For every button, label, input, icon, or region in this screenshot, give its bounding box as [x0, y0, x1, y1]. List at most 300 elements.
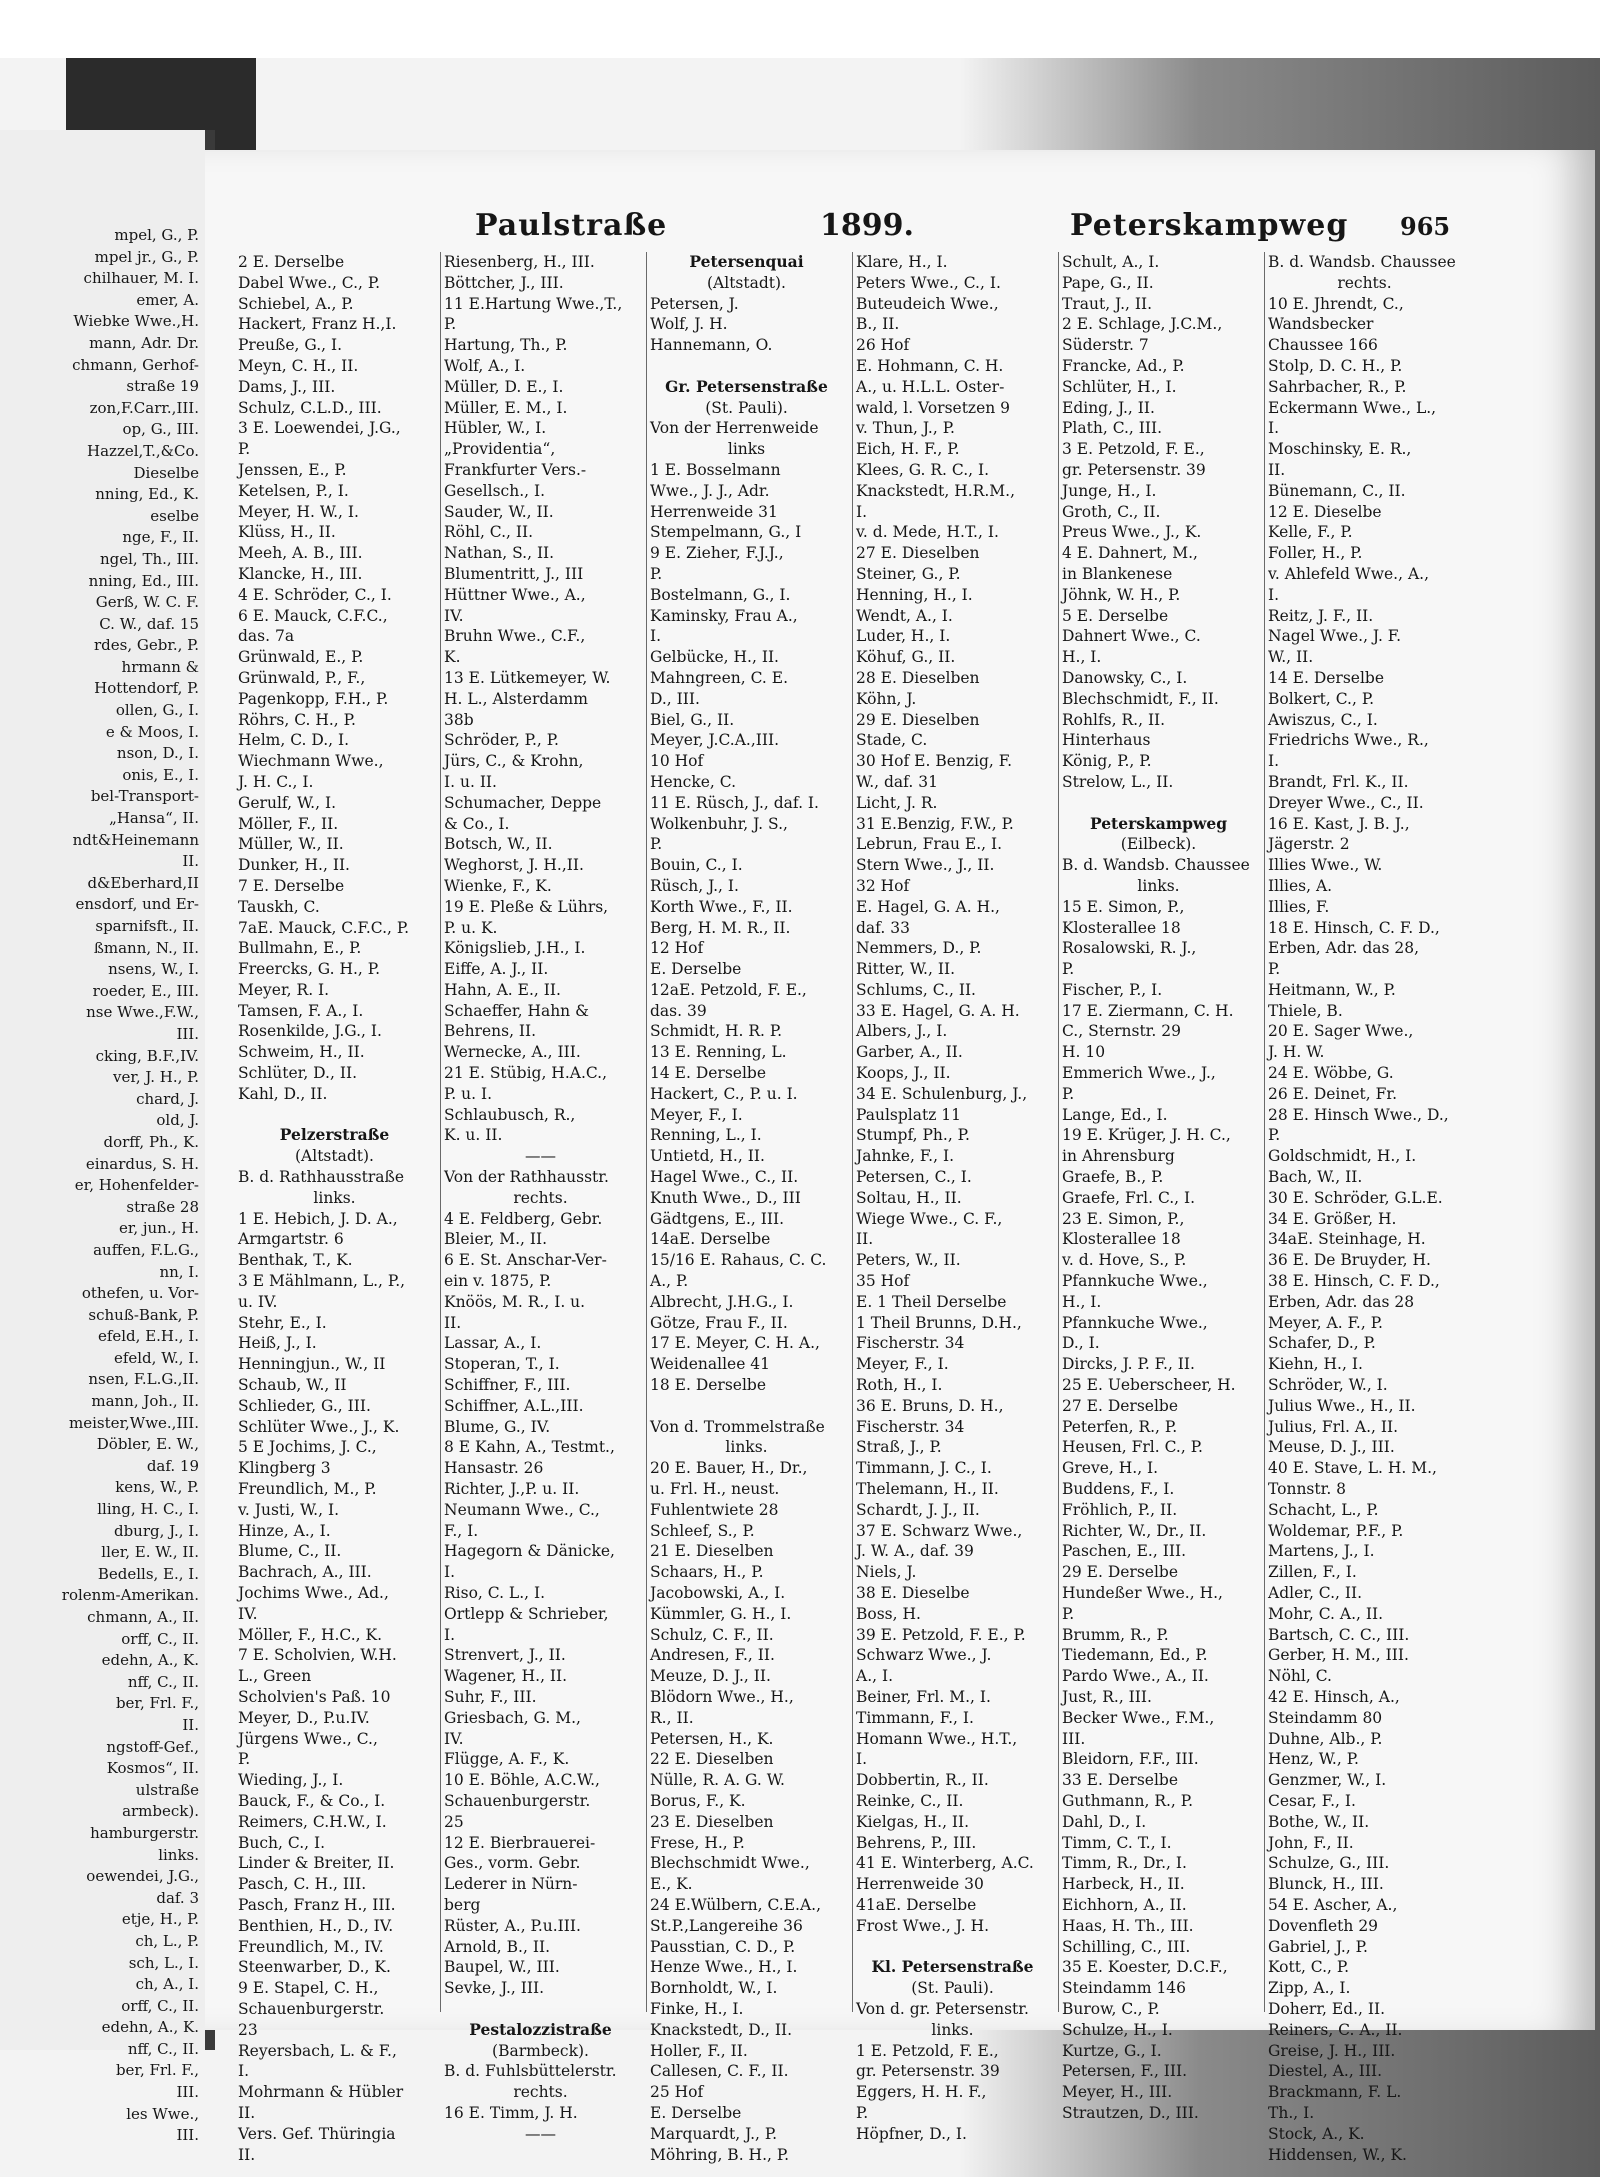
directory-entry-line: Peterfen, R., P. — [1062, 1417, 1178, 1436]
left-page-line: ch, A., I. — [135, 1975, 199, 1994]
left-page-line: d&Eberhard,II — [87, 873, 199, 892]
directory-entry-line: P. — [650, 835, 663, 854]
directory-entry-line: Steiner, G., P. — [856, 564, 961, 583]
directory-entry-line: Genzmer, W., I. — [1268, 1771, 1387, 1790]
directory-entry-line: 1 E. Hebich, J. D. A., — [238, 1209, 398, 1228]
directory-entry-line: Doherr, Ed., II. — [1268, 1999, 1386, 2018]
directory-entry-line: Kielgas, H., II. — [856, 1812, 970, 1831]
directory-entry-line: Riso, C. L., I. — [444, 1584, 546, 1602]
directory-entry-line: 14 E. Derselbe — [650, 1064, 767, 1083]
directory-entry-line: Bornholdt, W., I. — [650, 1979, 778, 1998]
left-page-line: eselbe — [150, 506, 199, 525]
directory-entry-line: Knackstedt, D., II. — [650, 2020, 793, 2039]
directory-entry-line: Schiffner, A.L.,III. — [444, 1396, 584, 1415]
column-divider — [852, 252, 853, 2012]
directory-entry-line: Illies, F. — [1268, 897, 1330, 916]
directory-entry-line: I. — [650, 627, 662, 646]
directory-entry-line: J. H. W. — [1268, 1043, 1325, 1062]
directory-entry-line: Frese, H., P. — [650, 1833, 745, 1852]
directory-entry-line: Schafer, D., P. — [1268, 1334, 1376, 1353]
directory-entry-line: (St. Pauli). — [705, 398, 788, 417]
directory-entry-line: Eckermann Wwe., L., — [1268, 398, 1437, 417]
directory-entry-line: Blume, C., II. — [238, 1542, 342, 1561]
directory-entry-line: Botsch, W., II. — [444, 835, 553, 854]
directory-entry-line: Eichhorn, A., II. — [1062, 1895, 1187, 1914]
directory-entry-line: IV. — [444, 606, 464, 625]
directory-entry-line: Hansastr. 26 — [444, 1459, 544, 1478]
directory-entry-line: Stumpf, Ph., P. — [856, 1126, 970, 1145]
left-page-line: nsens, W., I. — [108, 960, 199, 979]
directory-entry-line: Jacobowski, A., I. — [650, 1584, 786, 1602]
directory-entry-line: Gädtgens, E., III. — [650, 1209, 785, 1228]
directory-entry-line: 25 Hof — [650, 2083, 704, 2102]
directory-entry-line: Bouin, C., I. — [650, 856, 743, 875]
left-page-line: efeld, W., I. — [113, 1348, 199, 1367]
directory-entry-line: Jahnke, F., I. — [856, 1147, 955, 1166]
directory-entry-line: Kaminsky, Frau A., — [650, 606, 798, 625]
directory-entry-line: Henze Wwe., H., I. — [650, 1958, 798, 1977]
directory-entry-line: Benthak, T., K. — [238, 1251, 353, 1270]
directory-entry-line: Timmann, J. C., I. — [856, 1459, 992, 1478]
directory-entry-line: Meyer, F., I. — [650, 1105, 743, 1124]
directory-entry-line: 22 E. Dieselben — [650, 1750, 774, 1769]
directory-entry-line: links. — [313, 1188, 356, 1207]
directory-entry-line: Thelemann, H., II. — [856, 1480, 999, 1499]
directory-entry-line: Jenssen, E., P. — [238, 460, 347, 479]
directory-entry-line: Dabel Wwe., C., P. — [238, 273, 381, 292]
left-page-line: othefen, u. Vor- — [81, 1284, 199, 1303]
directory-entry-line: Niels, J. — [856, 1563, 917, 1582]
directory-entry-line: F., I. — [444, 1521, 479, 1540]
directory-entry-line: Marquardt, J., P. — [650, 2124, 778, 2143]
directory-entry-line: Von der Rathhausstr. — [444, 1168, 609, 1187]
directory-entry-line: 2 E. Derselbe — [238, 253, 345, 271]
column-divider — [646, 252, 647, 2012]
directory-entry-line: Königslieb, J.H., I. — [444, 939, 586, 958]
left-page-line: chard, J. — [136, 1089, 199, 1108]
directory-entry-line: Schiebel, A., P. — [238, 294, 354, 313]
directory-entry-line: 32 Hof — [856, 876, 910, 895]
directory-entry-line: Buch, C., I. — [238, 1833, 326, 1852]
directory-entry-line: Petersen, H., K. — [650, 1729, 774, 1748]
directory-entry-line: Jägerstr. 2 — [1268, 835, 1350, 854]
directory-entry-line: Heusen, Frl. C., P. — [1062, 1438, 1203, 1457]
directory-entry-line: Pasch, Franz H., III. — [238, 1895, 396, 1914]
directory-entry-line: 6 E. Mauck, C.F.C., — [238, 606, 388, 625]
directory-entry-line: Dircks, J. P. F., II. — [1062, 1355, 1195, 1374]
directory-entry-line: Kelle, F., P. — [1268, 523, 1353, 542]
directory-entry-line: Benthien, H., D., IV. — [238, 1916, 394, 1935]
left-page-line: ulstraße — [135, 1780, 199, 1799]
directory-entry-line: 21 E. Stübig, H.A.C., — [444, 1064, 608, 1083]
directory-entry-line: E. Derselbe — [650, 960, 742, 979]
directory-entry-line: Kiehn, H., I. — [1268, 1355, 1363, 1374]
directory-entry-line: 25 E. Ueberscheer, H. — [1062, 1376, 1236, 1395]
directory-entry-line: Meyn, C. H., II. — [238, 356, 359, 375]
directory-entry-line: Borus, F., K. — [650, 1791, 746, 1810]
left-page-line: chmann, A., II. — [87, 1608, 199, 1626]
directory-entry-line: Schmidt, H. R. P. — [650, 1022, 783, 1041]
directory-entry-line: gr. Petersenstr. 39 — [856, 2062, 1000, 2081]
directory-entry-line: Garber, A., II. — [856, 1043, 963, 1062]
directory-entry-line: Groth, C., II. — [1062, 502, 1161, 521]
directory-entry-line: John, F., II. — [1268, 1833, 1354, 1852]
directory-entry-line: Gesellsch., I. — [444, 481, 546, 500]
directory-entry-line: Foller, H., P. — [1268, 544, 1363, 563]
directory-entry-line: Kott, C., P. — [1268, 1958, 1350, 1977]
directory-entry-line: Ges., vorm. Gebr. — [444, 1854, 581, 1873]
left-page-line: nsen, F.L.G.,II. — [88, 1370, 199, 1389]
directory-entry-line: Emmerich Wwe., J., — [1062, 1064, 1216, 1083]
directory-entry-line: Kümmler, G. H., I. — [650, 1604, 792, 1623]
directory-entry-line: Kurtze, G., I. — [1062, 2041, 1162, 2060]
left-page-line: etje, H., P. — [121, 1910, 199, 1929]
directory-entry-line: II. — [856, 1230, 874, 1249]
directory-entry-line: 12aE. Petzold, F. E., — [650, 980, 807, 999]
directory-entry-line: 17 E. Ziermann, C. H. — [1062, 1001, 1234, 1020]
directory-entry-line: Hagegorn & Dänicke, — [444, 1542, 615, 1561]
directory-entry-line: Möller, F., II. — [238, 814, 339, 833]
directory-entry-line: Th., I. — [1268, 2103, 1315, 2122]
directory-entry-line: Röhrs, C. H., P. — [238, 710, 356, 729]
directory-entry-line: 3 E. Loewendei, J.G., — [238, 419, 401, 438]
directory-entry-line: Stade, C. — [856, 731, 928, 750]
directory-entry-line: Homann Wwe., H.T., — [856, 1729, 1018, 1748]
directory-entry-line: Fuhlentwiete 28 — [650, 1500, 779, 1519]
directory-entry-line: Rosenkilde, J.G., I. — [238, 1022, 382, 1041]
directory-entry-line: Albrecht, J.H.G., I. — [650, 1292, 794, 1311]
directory-entry-line: Gerulf, W., I. — [238, 793, 336, 812]
directory-entry-line: 26 Hof — [856, 336, 910, 355]
left-page-line: daf. 19 — [146, 1456, 199, 1475]
directory-entry-line: Wolf, J. H. — [650, 315, 728, 334]
left-page-line: ndt&Heinemann — [72, 830, 199, 849]
directory-entry-line: 36 E. Bruns, D. H., — [856, 1396, 1004, 1415]
directory-entry-line: rechts. — [1337, 273, 1392, 292]
directory-entry-line: Erben, Adr. das 28 — [1268, 1292, 1415, 1311]
directory-entry-line: 14aE. Derselbe — [650, 1230, 771, 1249]
directory-entry-line: Callesen, C. F., II. — [650, 2062, 789, 2081]
directory-entry-line: Haas, H. Th., III. — [1062, 1916, 1194, 1935]
directory-entry-line: Timmann, F., I. — [856, 1708, 974, 1727]
directory-entry-line: Klosterallee 18 — [1062, 918, 1181, 937]
directory-entry-line: Bothe, W., II. — [1268, 1812, 1370, 1831]
left-page-line: e & Moos, I. — [105, 722, 199, 741]
directory-entry-line: Möller, F., H.C., K. — [238, 1625, 383, 1644]
left-page-line: nn, I. — [159, 1262, 199, 1281]
left-page-line: edehn, A., K. — [101, 1651, 199, 1670]
directory-entry-line: Danowsky, C., I. — [1062, 668, 1188, 687]
directory-entry-line: Fischerstr. 34 — [856, 1417, 965, 1436]
directory-entry-line: 10 E. Böhle, A.C.W., — [444, 1771, 600, 1790]
directory-entry-line: Schlums, C., II. — [856, 980, 976, 999]
directory-entry-line: 9 E. Stapel, C. H., — [238, 1979, 379, 1998]
directory-entry-line: Hartung, Th., P. — [444, 336, 568, 355]
directory-entry-line: Licht, J. R. — [856, 793, 938, 812]
directory-entry-line: Henz, W., P. — [1268, 1750, 1359, 1769]
directory-entry-line: II. — [444, 1313, 462, 1332]
left-page-line: Hazzel,T.,&Co. — [87, 441, 199, 460]
directory-entry-line: W., daf. 31 — [856, 772, 938, 791]
directory-entry-line: 33 E. Derselbe — [1062, 1771, 1179, 1790]
directory-entry-line: IV. — [238, 1604, 258, 1623]
directory-entry-line: Hannemann, O. — [650, 336, 773, 355]
directory-entry-line: 35 Hof — [856, 1272, 910, 1291]
directory-entry-line: 41 E. Winterberg, A.C. — [856, 1854, 1034, 1873]
directory-entry-line: 11 E. Rüsch, J., daf. I. — [650, 793, 819, 812]
directory-entry-line: Timm, R., Dr., I. — [1062, 1854, 1187, 1873]
directory-entry-line: Linder & Breiter, II. — [238, 1854, 395, 1873]
directory-entry-line: Ritter, W., II. — [856, 960, 955, 979]
directory-entry-line: Adler, C., II. — [1268, 1584, 1363, 1602]
directory-entry-line: I. — [444, 1625, 456, 1644]
directory-entry-line: 35 E. Koester, D.C.F., — [1062, 1958, 1228, 1977]
left-page-line: sparnifsft., II. — [95, 917, 199, 935]
directory-entry-line: Meyer, J.C.A.,III. — [650, 731, 780, 750]
directory-entry-line: Helm, C. D., I. — [238, 731, 350, 750]
directory-entry-line: Eich, H. F., P. — [856, 440, 960, 459]
directory-entry-line: Scholvien's Paß. 10 — [238, 1687, 391, 1706]
directory-entry-line: 18 E. Derselbe — [650, 1376, 767, 1395]
left-page-line: les Wwe., — [126, 2104, 199, 2123]
directory-entry-line: I. — [238, 2062, 250, 2081]
left-page-fragment — [0, 130, 215, 2145]
directory-entry-line: Thiele, B. — [1268, 1001, 1343, 1020]
directory-entry-line: Ortlepp & Schrieber, — [444, 1604, 609, 1623]
directory-entry-line: Von der Herrenweide — [650, 419, 819, 438]
directory-entry-line: Hahn, A. E., II. — [444, 980, 561, 999]
directory-entry-line: König, P., P. — [1062, 752, 1152, 771]
left-page-line: links. — [158, 1845, 199, 1864]
left-page-line: Bedells, E., I. — [97, 1564, 199, 1583]
directory-entry-line: Wandsbecker — [1268, 315, 1374, 334]
left-page-line: mann, Adr. Dr. — [89, 333, 199, 352]
left-page-line: ngel, Th., III. — [100, 549, 199, 568]
directory-entry-line: Brackmann, F. L. — [1268, 2083, 1402, 2102]
directory-entry-line: Dahl, D., I. — [1062, 1812, 1147, 1831]
directory-entry-line: Jochims Wwe., Ad., — [238, 1584, 389, 1602]
directory-entry-line: links. — [931, 2020, 974, 2039]
directory-entry-line: u. IV. — [238, 1292, 278, 1311]
directory-entry-line: Klees, G. R. C., I. — [856, 460, 990, 479]
directory-entry-line: Vers. Gef. Thüringia — [238, 2124, 396, 2143]
directory-entry-line: Müller, W., II. — [238, 835, 344, 854]
directory-entry-line: H., I. — [1062, 1292, 1102, 1311]
directory-entry-line: Von d. gr. Petersenstr. — [856, 1999, 1029, 2018]
directory-entry-line: 28 E. Hinsch Wwe., D., — [1268, 1105, 1449, 1124]
left-page-line: nff, C., II. — [127, 1672, 199, 1691]
directory-entry-line: Boss, H. — [856, 1604, 921, 1623]
directory-entry-line: Reinke, C., II. — [856, 1791, 964, 1810]
left-page-line: lling, H. C., I. — [97, 1500, 199, 1519]
left-page-line: ensdorf, und Er- — [75, 895, 199, 914]
directory-entry-line: u. Frl. H., neust. — [650, 1480, 780, 1499]
directory-entry-line: Pagenkopp, F.H., P. — [238, 689, 389, 708]
directory-entry-line: Jürs, C., & Krohn, — [444, 752, 584, 771]
directory-entry-line: Meyer, F., I. — [856, 1355, 949, 1374]
directory-entry-line: Hinze, A., I. — [238, 1521, 331, 1540]
directory-entry-line: Knuth Wwe., D., III — [650, 1188, 801, 1207]
directory-entry-line: Flügge, A. F., K. — [444, 1750, 570, 1769]
directory-entry-line: Knackstedt, H.R.M., — [856, 481, 1016, 500]
directory-entry-line: in Blankenese — [1062, 564, 1173, 583]
directory-entry-line: Henningjun., W., II — [238, 1355, 386, 1374]
directory-entry-line: Meyer, H. W., I. — [238, 502, 359, 521]
left-page-line: nning, Ed., III. — [88, 571, 199, 590]
directory-entry-line: Tamsen, F. A., I. — [238, 1001, 364, 1020]
directory-entry-line: (Altstadt). — [707, 273, 786, 292]
directory-entry-line: Müller, D. E., I. — [444, 377, 564, 396]
directory-entry-line: B. d. Rathhausstraße — [238, 1168, 405, 1187]
directory-entry-line: Lebrun, Frau E., I. — [856, 835, 1003, 854]
directory-entry-line: II. — [238, 2145, 256, 2164]
left-page-line: II. — [182, 1715, 199, 1734]
directory-entry-line: Albers, J., I. — [856, 1022, 948, 1041]
left-page-line: armbeck). — [122, 1802, 199, 1821]
directory-entry-line: Blechschmidt Wwe., — [650, 1854, 810, 1873]
directory-entry-line: Zillen, F., I. — [1268, 1563, 1357, 1582]
directory-entry-line: 4 E. Feldberg, Gebr. — [444, 1209, 603, 1228]
directory-entry-line: Henning, H., I. — [856, 585, 973, 604]
directory-entry-line: Timm, C. T., I. — [1062, 1833, 1172, 1852]
directory-entry-line: 42 E. Hinsch, A., — [1268, 1687, 1400, 1706]
directory-entry-line: —— — [525, 2124, 556, 2143]
directory-entry-line: 6 E. St. Anschar-Ver- — [444, 1251, 607, 1270]
directory-entry-line: Höpfner, D., I. — [856, 2124, 967, 2143]
directory-entry-line: Schröder, P., P. — [444, 731, 559, 750]
directory-entry-line: Köhn, J. — [856, 689, 917, 708]
left-page-line: mpel jr., G., P. — [94, 247, 199, 266]
directory-entry-line: Dovenfleth 29 — [1268, 1916, 1379, 1935]
directory-entry-line: Roth, H., I. — [856, 1376, 943, 1395]
directory-entry-line: Meyer, A. F., P. — [1268, 1313, 1383, 1332]
directory-entry-line: 38 E. Dieselbe — [856, 1584, 970, 1602]
directory-entry-line: & Co., I. — [444, 814, 510, 833]
directory-entry-line: P. u. I. — [444, 1084, 493, 1103]
directory-entry-line: Becker Wwe., F.M., — [1062, 1708, 1215, 1727]
directory-entry-line: Reitz, J. F., II. — [1268, 606, 1374, 625]
directory-entry-line: Berg, H. M. R., II. — [650, 918, 791, 937]
directory-entry-line: Pausstian, C. D., P. — [650, 1937, 796, 1956]
directory-entry-line: Nagel Wwe., J. F. — [1268, 627, 1402, 646]
directory-entry-line: Plath, C., III. — [1062, 419, 1163, 438]
directory-entry-line: 2 E. Schlage, J.C.M., — [1062, 315, 1223, 334]
directory-entry-line: 26 E. Deinet, Fr. — [1268, 1084, 1398, 1103]
directory-entry-line: Reyersbach, L. & F., — [238, 2041, 397, 2060]
left-page-line: ber, Frl. F., — [115, 2061, 199, 2080]
directory-entry-line: K. u. II. — [444, 1126, 503, 1145]
left-page-line: straße 28 — [126, 1197, 199, 1216]
directory-entry-line: das. 7a — [238, 627, 295, 646]
directory-entry-line: Behrens, II. — [444, 1022, 537, 1041]
directory-entry-line: Müller, E. M., I. — [444, 398, 568, 417]
directory-entry-line: Schauenburgerstr. — [238, 1999, 385, 2018]
directory-entry-line: Gabriel, J., P. — [1268, 1937, 1368, 1956]
directory-entry-line: Just, R., III. — [1062, 1687, 1152, 1706]
directory-entry-line: Bruhn Wwe., C.F., — [444, 627, 586, 646]
directory-entry-line: 12 Hof — [650, 939, 704, 958]
directory-entry-line: D., III. — [650, 689, 700, 708]
directory-entry-line: 13 E. Renning, L. — [650, 1043, 787, 1062]
left-page-line: oewendei, J.G., — [86, 1867, 199, 1886]
directory-entry-line: P. — [856, 2103, 869, 2122]
directory-entry-line: —— — [525, 1147, 556, 1166]
directory-entry-line: 8 E Kahn, A., Testmt., — [444, 1438, 615, 1457]
left-page-line: edehn, A., K. — [101, 2018, 199, 2037]
directory-entry-line: P. — [1268, 1126, 1281, 1145]
left-page-line: meister,Wwe.,III. — [68, 1413, 199, 1432]
directory-entry-line: Schulze, G., III. — [1268, 1854, 1390, 1873]
directory-entry-line: 36 E. De Bruyder, H. — [1268, 1251, 1431, 1270]
page-number: 965 — [1400, 212, 1451, 241]
directory-entry-line: Strautzen, D., III. — [1062, 2103, 1199, 2122]
left-page-line: nse Wwe.,F.W., — [86, 1003, 199, 1022]
left-page-line: sch, L., I. — [128, 1953, 199, 1972]
directory-entry-line: Nemmers, D., P. — [856, 939, 982, 958]
directory-entry-line: Pasch, C. H., III. — [238, 1875, 367, 1894]
directory-entry-line: 10 E. Jhrendt, C., — [1268, 294, 1404, 313]
directory-entry-line: 27 E. Derselbe — [1062, 1396, 1179, 1415]
left-page-line: einardus, S. H. — [85, 1154, 199, 1173]
directory-entry-line: Meuze, D. J., II. — [650, 1667, 771, 1686]
directory-entry-line: Nöhl, C. — [1268, 1667, 1332, 1686]
directory-entry-line: Schulz, C.L.D., III. — [238, 398, 382, 417]
directory-entry-line: Gelbücke, H., II. — [650, 648, 779, 667]
directory-entry-line: P. — [1268, 960, 1281, 979]
directory-entry-line: 40 E. Stave, L. H. M., — [1268, 1459, 1437, 1478]
header-year: 1899. — [820, 208, 914, 243]
directory-entry-line: Julius, Frl. A., II. — [1268, 1417, 1399, 1436]
directory-entry-line: Eding, J., II. — [1062, 398, 1155, 417]
directory-entry-line: Bleier, M., II. — [444, 1230, 548, 1249]
directory-entry-line: P. — [1062, 1084, 1075, 1103]
directory-entry-line: Bullmahn, E., P. — [238, 939, 362, 958]
directory-entry-line: Reimers, C.H.W., I. — [238, 1812, 387, 1831]
directory-entry-line: (St. Pauli). — [911, 1979, 994, 1998]
directory-entry-line: Jöhnk, W. H., P. — [1062, 585, 1181, 604]
directory-entry-line: Schaub, W., II — [238, 1376, 347, 1395]
directory-entry-line — [238, 1105, 431, 1126]
directory-entry-line: Wendt, A., I. — [856, 606, 953, 625]
directory-entry-line: 12 E. Bierbrauerei- — [444, 1833, 596, 1852]
directory-entry-line: 28 E. Dieselben — [856, 668, 980, 687]
directory-entry-line: P. — [238, 1750, 251, 1769]
left-page-line: III. — [176, 1024, 199, 1043]
directory-entry-line: Schult, A., I. — [1062, 253, 1160, 271]
directory-entry-line: E., K. — [650, 1875, 693, 1894]
directory-entry-line: Graefe, Frl. C., I. — [1062, 1188, 1196, 1207]
directory-entry-line: B. d. Fuhlsbüttelerstr. — [444, 2062, 617, 2081]
directory-entry-line: 1 E. Bosselmann — [650, 460, 781, 479]
directory-entry-line: Stehr, E., I. — [238, 1313, 327, 1332]
left-page-line: chmann, Gerhof- — [72, 355, 199, 374]
directory-entry-line: Dahnert Wwe., C. — [1062, 627, 1201, 646]
directory-entry-line: Burow, C., P. — [1062, 1999, 1160, 2018]
directory-entry-line: H., I. — [1062, 648, 1102, 667]
directory-entry-line: I. — [856, 502, 868, 521]
directory-entry-line: Rosalowski, R. J., — [1062, 939, 1197, 958]
directory-entry-line: E. 1 Theil Derselbe — [856, 1292, 1007, 1311]
directory-entry-line: links. — [725, 1438, 768, 1457]
directory-entry-line: Stock, A., K. — [1268, 2124, 1365, 2143]
directory-entry-line: 10 Hof — [650, 752, 704, 771]
directory-entry-line: Freercks, G. H., P. — [238, 960, 380, 979]
directory-entry-line: Duhne, Alb., P. — [1268, 1729, 1383, 1748]
directory-entry-line: Tauskh, C. — [238, 897, 320, 916]
directory-entry-line: Untietd, H., II. — [650, 1147, 765, 1166]
directory-entry-line: Schlüter Wwe., J., K. — [238, 1417, 400, 1436]
directory-entry-line: I. — [856, 1750, 868, 1769]
